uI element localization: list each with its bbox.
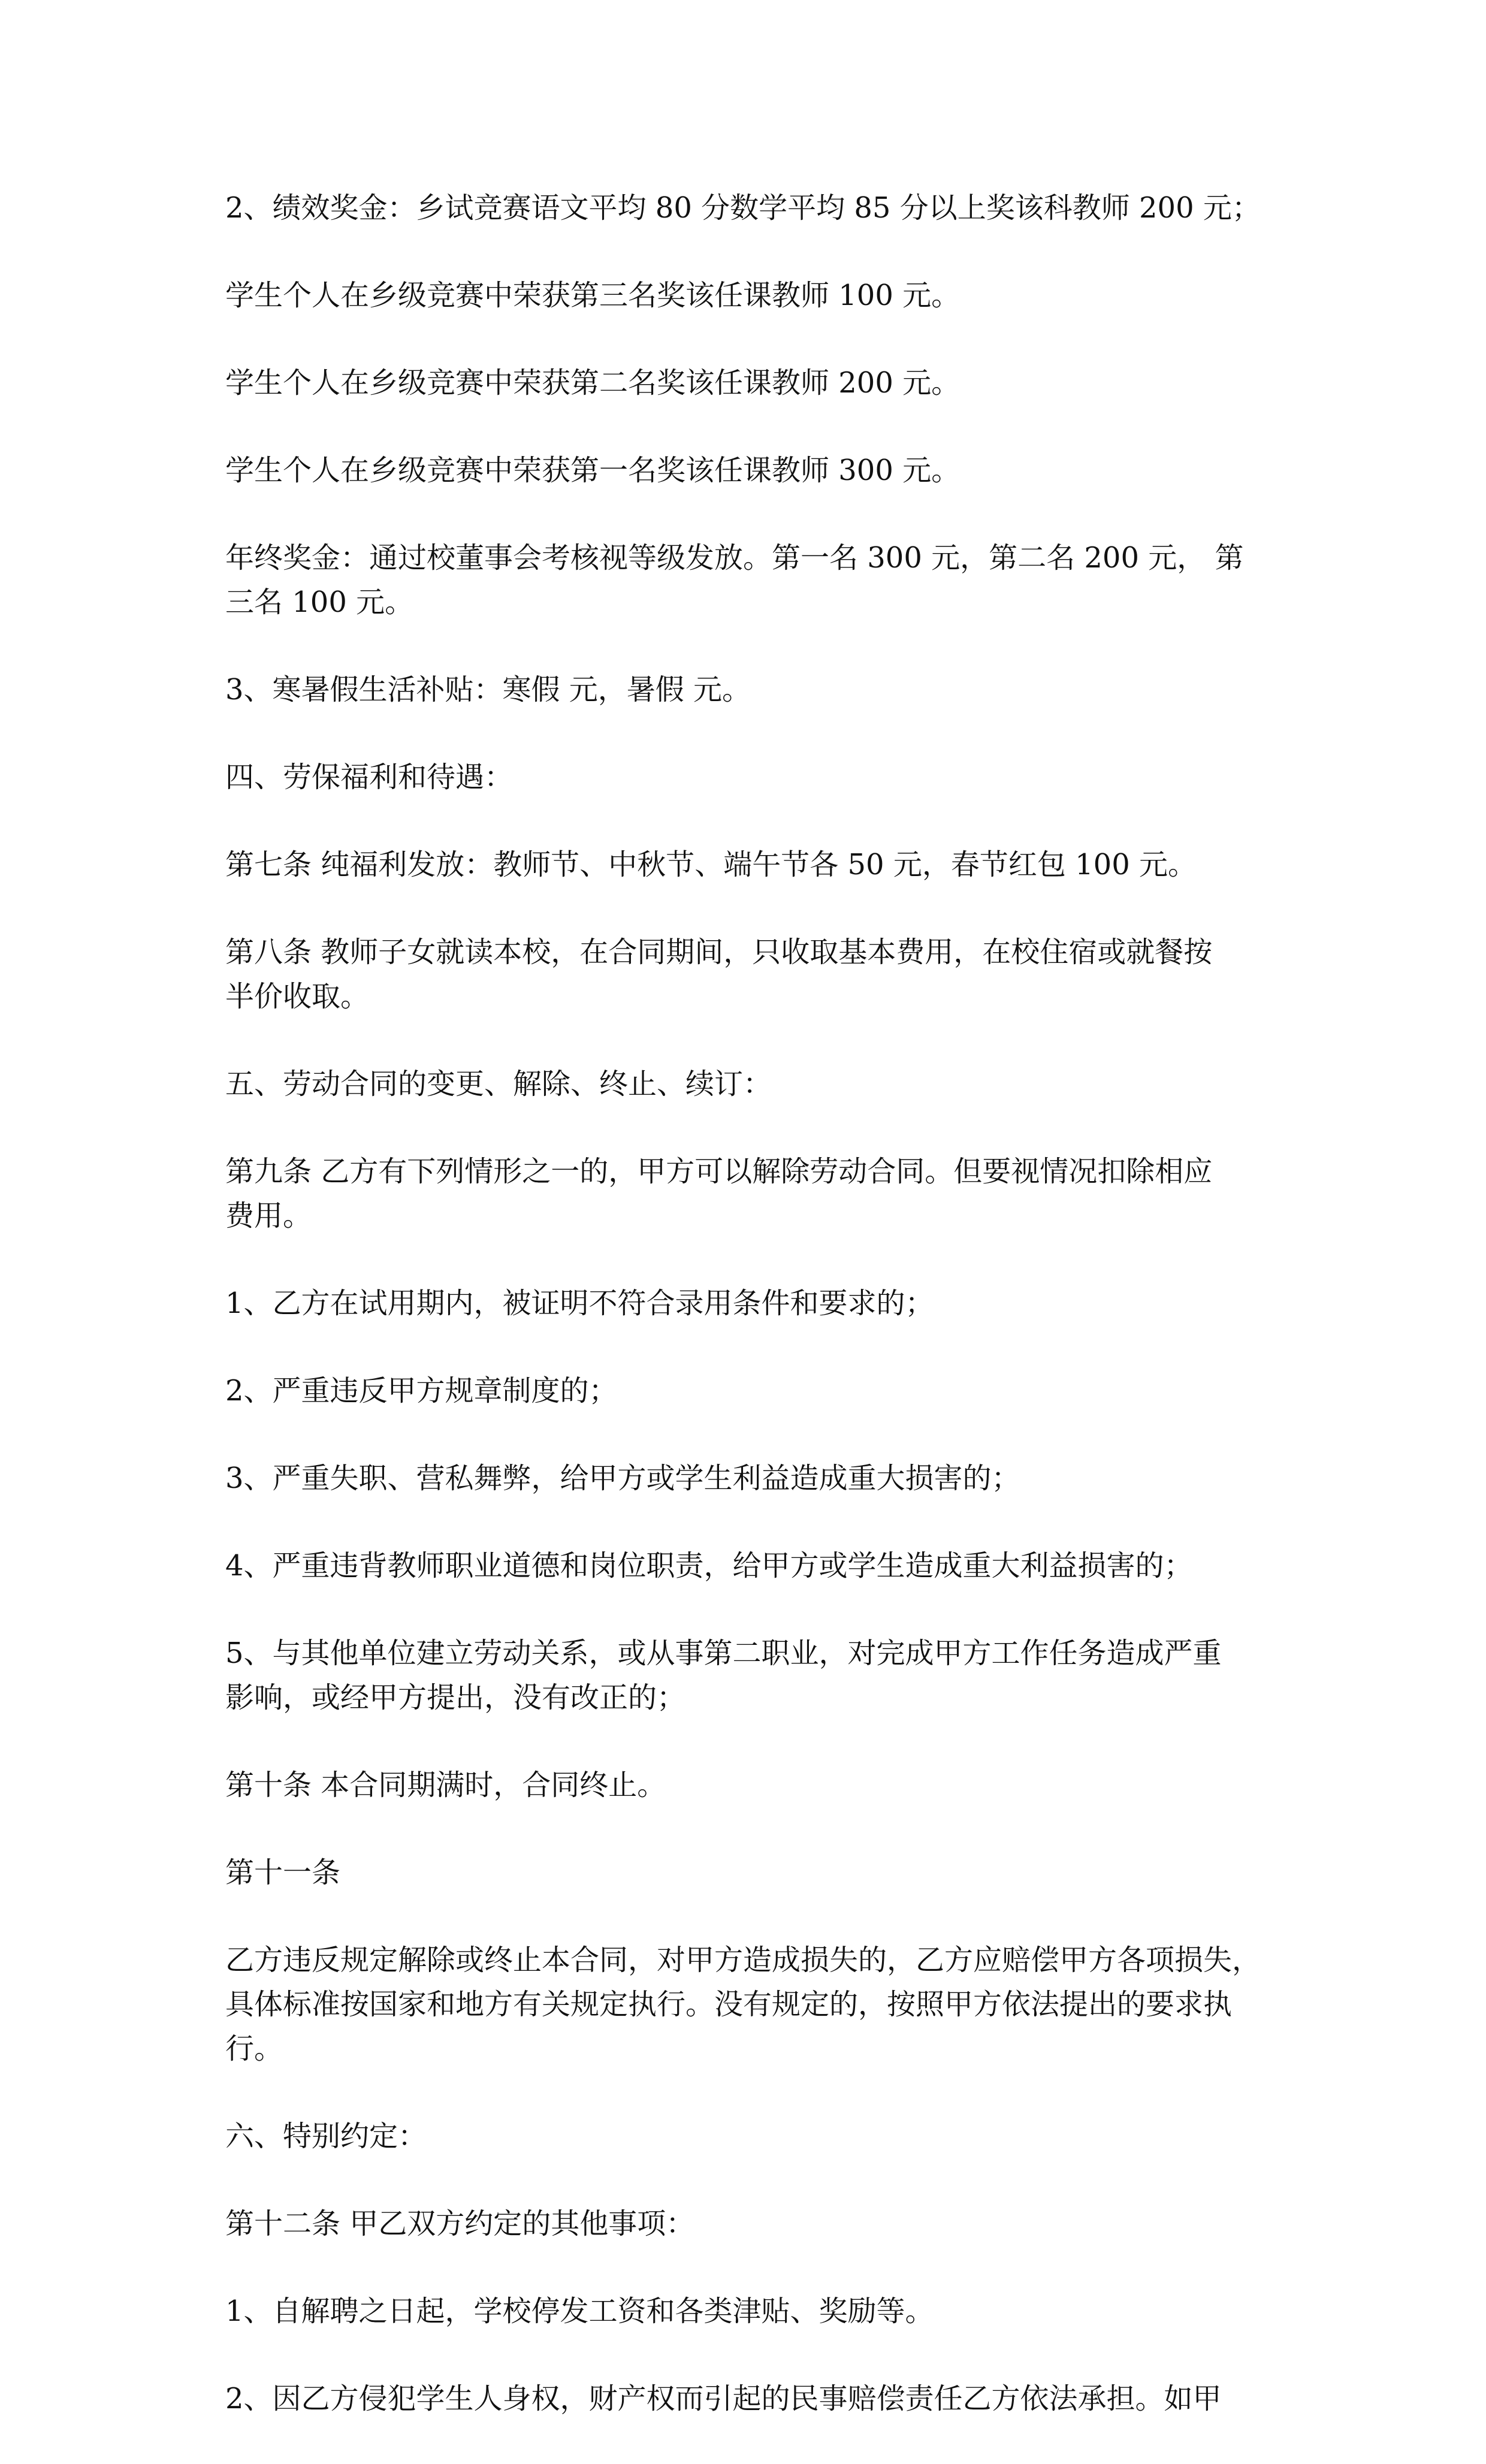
text-line: 3、寒暑假生活补贴：寒假 元，暑假 元。 (225, 673, 751, 706)
paragraph (225, 668, 1270, 712)
paragraph (225, 186, 1270, 230)
text-line: 费用。 (225, 1199, 312, 1233)
document-body (225, 186, 1270, 2464)
text-line: 年终奖金：通过校董事会考核视等级发放。第一名 300 元，第二名 200 元， 第 (225, 541, 1244, 575)
text-line: 2、因乙方侵犯学生人身权，财产权而引起的民事赔偿责任乙方依法承担。如甲 (225, 2382, 1222, 2415)
text-line: 2、绩效奖金：乡试竞赛语文平均 80 分数学平均 85 分以上奖该科教师 200 元； (225, 191, 1261, 225)
text-line: 第九条 乙方有下列情形之一的，甲方可以解除劳动合同。但要视情况扣除相应 (225, 1155, 1213, 1188)
text-line: 第十一条 (225, 1856, 341, 1889)
text-line: 五、劳动合同的变更、解除、终止、续订： (225, 1067, 772, 1101)
paragraph (225, 1763, 1270, 1807)
text-line: 1、自解聘之日起，学校停发工资和各类津贴、奖励等。 (225, 2294, 934, 2328)
paragraph (225, 448, 1270, 493)
paragraph (225, 1850, 1270, 1895)
text-line: 六、特别约定： (225, 2119, 427, 2153)
text-line: 学生个人在乡级竞赛中荣获第二名奖该任课教师 200 元。 (225, 366, 961, 400)
paragraph (225, 2114, 1270, 2158)
text-line: 第十二条 甲乙双方约定的其他事项： (225, 2207, 695, 2240)
paragraph (225, 843, 1270, 887)
paragraph (225, 2377, 1270, 2421)
paragraph (225, 1149, 1270, 1238)
text-line: 具体标准按国家和地方有关规定执行。没有规定的，按照甲方依法提出的要求执 (225, 1988, 1233, 2021)
text-line: 2、严重违反甲方规章制度的； (225, 1374, 618, 1408)
paragraph (225, 2289, 1270, 2333)
paragraph (225, 273, 1270, 318)
text-line: 5、与其他单位建立劳动关系，或从事第二职业，对完成甲方工作任务造成严重 (225, 1636, 1222, 1670)
paragraph (225, 930, 1270, 1019)
paragraph (225, 1062, 1270, 1106)
text-line: 学生个人在乡级竞赛中荣获第一名奖该任课教师 300 元。 (225, 454, 961, 487)
text-line: 四、劳保福利和待遇： (225, 760, 514, 794)
paragraph (225, 1938, 1270, 2071)
text-line: 三名 100 元。 (225, 585, 414, 619)
text-line: 3、严重失职、营私舞弊，给甲方或学生利益造成重大损害的； (225, 1462, 1020, 1495)
paragraph (225, 1544, 1270, 1588)
paragraph (225, 1369, 1270, 1413)
paragraph (225, 1631, 1270, 1720)
paragraph (225, 2202, 1270, 2246)
text-line: 乙方违反规定解除或终止本合同，对甲方造成损失的，乙方应赔偿甲方各项损失， (225, 1943, 1261, 1977)
paragraph (225, 1281, 1270, 1325)
text-line: 第十条 本合同期满时，合同终止。 (225, 1768, 666, 1802)
paragraph (225, 536, 1270, 624)
paragraph (225, 361, 1270, 405)
text-line: 半价收取。 (225, 980, 370, 1013)
text-line: 第八条 教师子女就读本校，在合同期间，只收取基本费用，在校住宿或就餐按 (225, 935, 1213, 969)
text-line: 1、乙方在试用期内，被证明不符合录用条件和要求的； (225, 1287, 934, 1320)
text-line: 4、严重违背教师职业道德和岗位职责，给甲方或学生造成重大利益损害的； (225, 1549, 1193, 1583)
text-line: 行。 (225, 2032, 283, 2066)
text-line: 学生个人在乡级竞赛中荣获第三名奖该任课教师 100 元。 (225, 279, 961, 312)
text-line: 第七条 纯福利发放：教师节、中秋节、端午节各 50 元，春节红包 100 元。 (225, 848, 1197, 881)
paragraph (225, 1456, 1270, 1500)
text-line: 影响，或经甲方提出，没有改正的； (225, 1681, 686, 1714)
paragraph (225, 755, 1270, 799)
